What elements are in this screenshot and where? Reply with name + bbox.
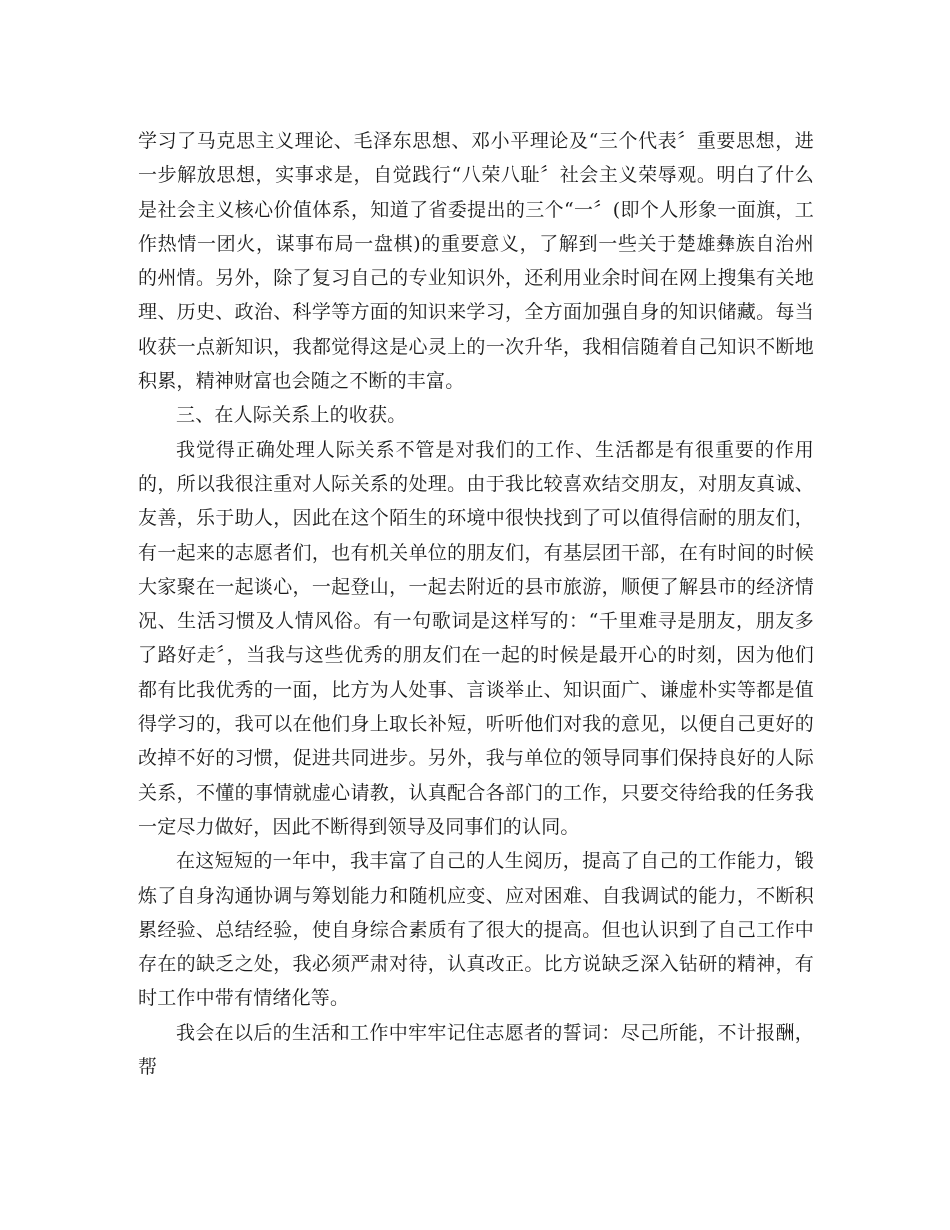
document-body <box>138 124 814 1084</box>
paragraph-interpersonal-relations: 我觉得正确处理人际关系不管是对我们的工作、生活都是有很重要的作用的，所以我很注重对人际关系的处理。由于我比较喜欢结交朋友，对朋友真诚、友善，乐于助人，因此在这个陌生的环境中很快找到了可以值得信耐的朋友们，有一起来的志愿者们，也有机关单位的朋友们，有基层团干部，在有时间的时候大家聚在一起谈心，一起登山，一起去附近的县市旅游，顺便了解县市的经济情况、生活习惯及人情风俗。有一句歌词是这样写的：“千里难寻是朋友，朋友多了路好走〞，当我与这些优秀的朋友们在一起的时候是最开心的时刻，因为他们都有比我优秀的一面，比方为人处事、言谈举止、知识面广、谦虚朴实等都是值得学习的，我可以在他们身上取长补短，听听他们对我的意见，以便自己更好的改掉不好的习惯，促进共同进步。另外，我与单位的领导同事们保持良好的人际关系，不懂的事情就虚心请教，认真配合各部门的工作，只要交待给我的任务我一定尽力做好，因此不断得到领导及同事们的认同。 <box>138 438 814 838</box>
section-heading-interpersonal: 三、在人际关系上的收获。 <box>176 404 407 427</box>
paragraph-theory-study: 学习了马克思主义理论、毛泽东思想、邓小平理论及“三个代表〞重要思想，进一步解放思想，实事求是，自觉践行“八荣八耻〞社会主义荣辱观。明白了什么是社会主义核心价值体系，知道了省委提出的三个“一〞(即个人形象一面旗，工作热情一团火，谋事布局一盘棋)的重要意义，了解到一些关于楚雄彝族自治州的州情。另外，除了复习自己的专业知识外，还利用业余时间在网上搜集有关地理、历史、政治、科学等方面的知识来学习，全方面加强自身的知识储藏。每当收获一点新知识，我都觉得这是心灵上的一次升华，我相信随着自己知识不断地积累，精神财富也会随之不断的丰富。 <box>138 130 814 393</box>
paragraph-year-summary: 在这短短的一年中，我丰富了自己的人生阅历，提高了自己的工作能力，锻炼了自身沟通协调与筹划能力和随机应变、应对困难、自我调试的能力，不断积累经验、总结经验，使自身综合素质有了很大的提高。但也认识到了自己工作中存在的缺乏之处，我必须严肃对待，认真改正。比方说缺乏深入钻研的精神，有时工作中带有情绪化等。 <box>138 850 814 1010</box>
paragraph-volunteer-oath: 我会在以后的生活和工作中牢牢记住志愿者的誓词：尽己所能，不计报酬，帮 <box>138 1021 814 1079</box>
